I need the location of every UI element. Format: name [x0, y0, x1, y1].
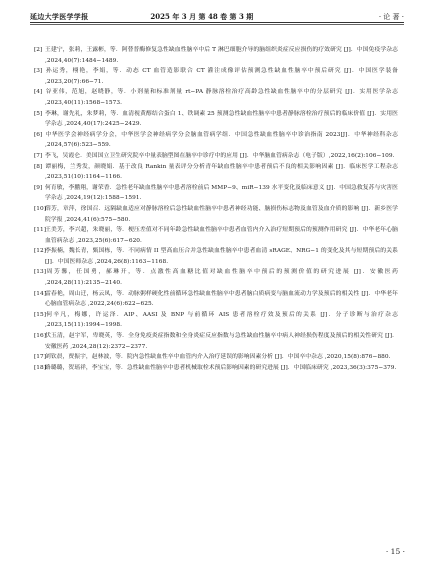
reference-number: [15] [34, 311, 47, 318]
journal-title: 延边大学医学学报 [30, 12, 89, 21]
section-label: · 论 著 · [378, 13, 404, 21]
header-rule-thick [30, 22, 404, 23]
reference-number: [3] [34, 68, 43, 75]
header-rule-thin [30, 24, 404, 25]
reference-number: [12] [34, 248, 47, 255]
reference-number: [7] [34, 152, 43, 159]
reference-list [34, 45, 398, 373]
reference-text: 路璐璐，贺瑶祥，李宝宝，等．急性缺血性脑卒中患者机械取栓术预后影响因素的研究进展 [J]．中国临床研究 ,2023,36(3):375−379. [45, 364, 397, 371]
reference-item [34, 183, 398, 204]
reference-number: [4] [34, 89, 43, 96]
reference-item [34, 130, 398, 151]
reference-number: [16] [34, 333, 47, 340]
issue-info: 2025 年 3 月 第 48 卷 第 3 期 [150, 12, 254, 21]
reference-text: 雷春艳，周山迁，杨云凤，等．动脉粥样硬化性前循环急性缺血性脑卒中患者脑白质病变与脑血流动力学及预后的相关性 [J]．中华老年心脑血管病杂志 ,2022,24(6):622−625. [45, 290, 398, 308]
reference-item [34, 66, 398, 87]
reference-text: 谭丽梅，兰秀发，颜晓娟．基于改良 Rankin 量表评分分析青年缺血性脑卒中患者预后不良的相关影响因素 [J]．临床医学工程杂志 ,2023,51(10):1164−1166. [45, 163, 398, 181]
reference-number: [11] [34, 227, 47, 234]
reference-text: 李琳，谢先礼，朱梦莉，等．血清视黄醇结合蛋白 1、铁调素 25 预测急性缺血性脑卒中患者静脉溶栓治疗预后的临床价值 [J]．实用医学杂志 ,2024,40(17):2425−2429. [45, 110, 398, 128]
reference-item [34, 204, 398, 225]
running-header [30, 8, 404, 22]
reference-text: 何辛凡，梅娜，许运泽．AIP、AASI 及 BNP 与前循环 AIS 患者溶栓疗效及预后的关系 [J]．分子诊断与治疗杂志 ,2023,15(11):1994−1998. [45, 311, 398, 329]
reference-item [34, 225, 398, 246]
reference-item [34, 246, 398, 267]
reference-text: 刘钦晨，贾振宇，赵林波，等．院内急性缺血性卒中血管内介入治疗延误的影响因素分析 [J]．中国卒中杂志 ,2020,15(8):876−880. [45, 354, 391, 361]
reference-number: [14] [34, 290, 47, 297]
reference-text: 李振楠，魏长青，甄国栋，等．不同病情 II 型高血压合并急性缺血性脑卒中患者血清 sRAGE、NRG−1 的变化及其与短期预后的关系 [J]．中国医师杂志 ,2024,26(8):1163−1168. [45, 248, 398, 265]
page-number: · 15 · [385, 547, 405, 556]
reference-item [34, 162, 398, 183]
reference-item [34, 267, 398, 288]
reference-number: [17] [34, 354, 47, 361]
reference-item [34, 352, 398, 363]
reference-text: 何育敏，李鹏翔，谢荣香．急性老年缺血性脑卒中患者溶栓前后 MMP−9、miR−139 水平变化及临床意义 [J]．中国急救复苏与灾害医学杂志 ,2024,19(12):1588−1591. [45, 184, 398, 202]
reference-number: [8] [34, 163, 43, 170]
reference-text: 王美芳，李兴超，朱晓丽，等．梗压差值对不同年龄急性缺血性脑卒中患者血管内介入治疗短期预后的预测作用研究 [J]．中华老年心脑血管病杂志 ,2023,25(6):617−620. [45, 227, 398, 244]
reference-number: [5] [34, 110, 43, 117]
reference-item [34, 151, 398, 162]
reference-text: 李飞，吴霞仑．美国国立卫生研究院卒中量表脑型图在脑卒中诊疗中的应用 [J]．中华脑血管病杂志（电子版）,2022,16(2):106−109. [45, 152, 395, 159]
reference-text: 孙运秀，栩艳，李娟，等．动态 CT 血管造影联合 CT 灌注成像评估预测急性缺血性脑卒中预后研究 [J]．中国医学装备 ,2023,20(7):66−71. [45, 68, 398, 85]
reference-text: 中华医学会神经病学分会，中华医学会神经病学分会脑血管病学组．中国急性缺血性脑卒中诊治指南 2023[J]．中华神经科杂志 ,2024,57(6):523−559. [45, 131, 398, 149]
reference-text: 王建宁，张莉，王露彬，等．阿替普酶修复急性缺血性脑卒中后 T 淋巴细胞介导的脑组织炎症反应损伤的疗效研究 [J]．中国免疫学杂志 ,2024,40(7):1484−1489. [45, 47, 398, 64]
reference-number: [13] [34, 269, 47, 276]
reference-text: 谷亚伟，范旭，赵晓静，等．小剂量和标准剂量 rt−PA 静脉溶栓治疗高龄急性缺血性脑卒中的分层研究 [J]．实用医学杂志 ,2023,40(11):1568−1573. [45, 89, 398, 106]
reference-text: 伏玉清，赵宇军，卑晓英，等．全身免疫炎症指数和全身炎症反应指数与急性缺血性脑卒中病人神经损伤程度及预后的相关性研究 [J]．安徽医药 ,2024,28(12):2372−2377. [45, 333, 398, 350]
reference-item [34, 109, 398, 130]
reference-text: 周芳馨，任国勇，郝琳开，等．点激性高血糖比值对缺血性脑卒中预后的预测价值的研究进展 [J]．安徽医药 ,2024,28(11):2135−2140. [45, 269, 398, 287]
reference-number: [10] [34, 205, 47, 212]
reference-number: [6] [34, 131, 43, 138]
reference-item [34, 87, 398, 108]
reference-number: [2] [34, 47, 43, 53]
reference-item [34, 45, 398, 66]
reference-number: [18] [34, 364, 47, 371]
reference-text: 薛芳，章萍，徐国召．远隔缺血适应对静脉溶栓后急性缺血性脑卒中患者神经功能、脑损伤标志物及血管及血介质的影响 [J]．新乡医学院学报 ,2024,41(6):575−580. [45, 205, 398, 223]
reference-item [34, 331, 398, 352]
reference-item [34, 363, 398, 374]
reference-number: [9] [34, 184, 43, 191]
reference-item [34, 310, 398, 331]
reference-item [34, 289, 398, 310]
